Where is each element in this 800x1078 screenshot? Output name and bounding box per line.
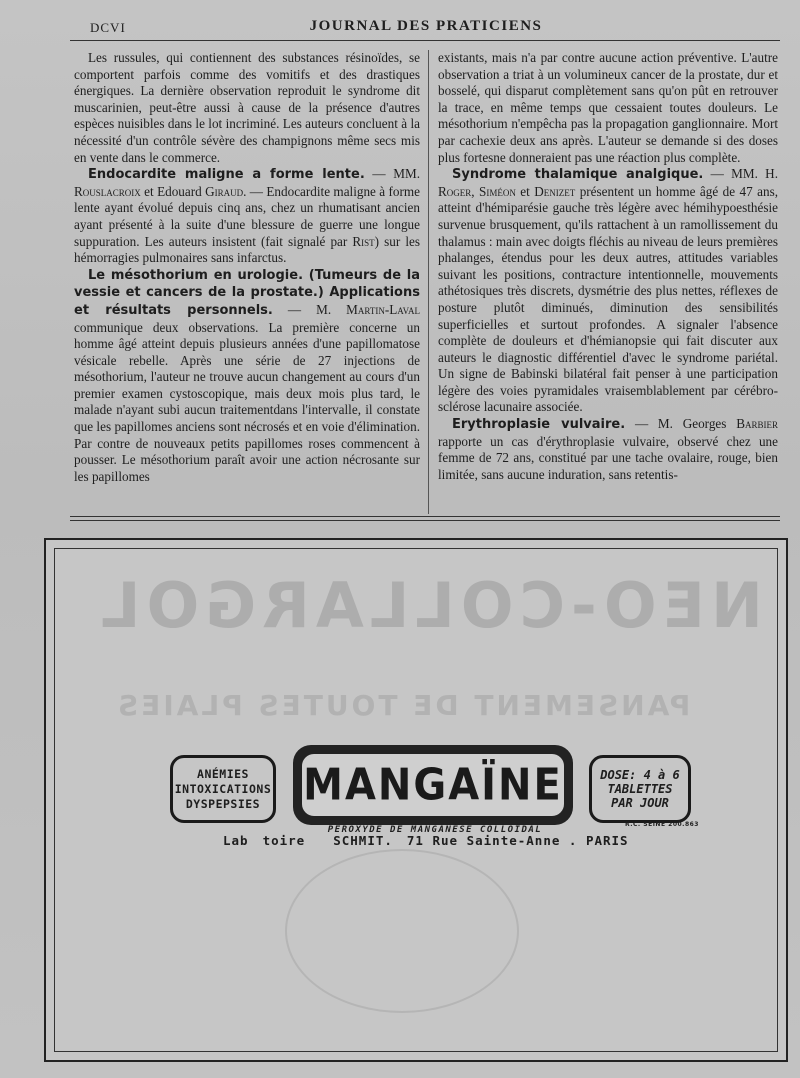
connector: et Edouard [140,183,206,199]
advertisement-frame [54,548,778,1052]
product-description: PEROXYDE DE MANGANÈSE COLLOÏDAL [327,825,543,835]
connector: et [515,183,535,199]
show-through-ghost: NEO-COLLARGOL [95,569,763,642]
badge-line: PAR JOUR [611,796,669,810]
left-column [74,50,420,485]
badge-line: TABLETTES [607,782,673,796]
article-text: présentent un homme âgé de 47 ans, atteint d'hémiparésie gauche très légère avec hémihypoesthésie survenue brusquement, qu'ils rattachent à un ramollissement du thalamus : main avec doigts fléchis au niveau de leurs premières phalanges, étendus pour les deux autres, attitudes variables suivant les positions, contracture intentionnelle, mouvements athétosiques très discrets, dysmétrie des plus nettes, réflexes de posture plutôt diminués, diminution des sensibilités superficielles et surtout profondes. A signaler l'absence complète de douleurs et d'hémianopsie qui fait discuter aux auteurs le diagnostic différentiel d'avec le syndrome pariétal. Un signe de Babinski bilatéral fait penser à une participation légère des voies pyramidales vraisemblablement par cérébro-sclérose lacunaire associée. [438,183,778,415]
dash: — M. Georges [625,416,737,432]
lab-word: Lab [223,833,249,848]
section-rule [70,516,780,521]
brand-name: MANGAÏNE [303,759,563,811]
author-name: Siméon [479,183,516,199]
page-header [72,18,780,40]
paragraph-continuation: existants, mais n'a par contre aucune action préventive. L'autre observation a triat à un volumineux cancer de la prostate, dur et bosselé, qui disparut complètement sans qu'on pût en retrouver la trace, en même temps que cessaient toutes douleurs. Le mésothorium n'empêcha pas la propagation ganglionnaire. Mort par cachexie deux ans après. L'auteur se demande si des doses plus fortesne donneraient pas une réaction plus complète. [438,50,778,165]
badge-line: INTOXICATIONS [174,781,272,796]
author-name: Rouslacroix [74,183,141,199]
article-title: Le mésothorium en urologie. (Tumeurs de la vessie et cancers de la prostate.) Applications et résultats personnels. [74,267,420,318]
lab-address: 71 Rue Sainte-Anne . PARIS [406,833,629,848]
article-text: ) sur les hémorragies pulmonaires sans infarctus. [74,233,420,266]
article-erythroplasie [438,416,778,483]
lab-name: SCHMIT. [333,833,393,848]
column-divider [428,50,429,514]
article-text: communique deux observations. La première concerne un homme âgé atteint depuis plusieurs années d'une papillomatose vésicale rebelle. Après une série de 27 injections de mésothorium, l'auteur ne trouve aucun changement au cours d'un premier examen cystoscopique, mais deux mois plus tard, le malade n'ayant subi aucun traitementdans l'intervalle, il constate que les papillomes anciens sont nécrosés et en voie d'élimination. Par contre de nouveaux petits papillomes roses commencent à pousser. Le mésothorium paraît avoir une action nécrosante sur les papillomes [74,319,420,484]
show-through-ghost [285,849,519,1013]
dash: — MM. [364,166,420,182]
brand-plate [293,745,573,825]
advertisement [44,538,788,1062]
article-mesothorium [74,267,420,486]
article-endocardite [74,166,420,267]
paragraph-russules: Les russules, qui contiennent des substances résinoïdes, se comportent parfois comme des vomitifs et des drastiques énergiques. La dernière observation reproduit le syndrome dit muscarinien, peut-être aussi à cause de la présence d'autres espèces nuisibles dans le lot incriminé. Les auteurs concluent à la nécessité d'un contrôle sévère des champignons même secs mis en vente dans le commerce. [74,50,420,165]
badge-line: ANÉMIES [197,766,249,781]
badge-line: DOSE: 4 à 6 [600,768,680,782]
article-title: Endocardite maligne a forme lente. [88,167,365,183]
author-name: Denizet [534,183,576,199]
show-through-ghost: PANSEMENT DE TOUTES PLAIES [115,689,691,722]
author-name: Roger [438,183,472,199]
right-column [438,50,778,483]
printer-mark: R.C. SEINE 200.863 [625,821,699,828]
dosage-badge [589,755,691,823]
brand-plate-inner [302,754,564,816]
author-name: Barbier [736,416,779,432]
author-name: Martin-Laval [346,301,420,317]
header-rule [70,40,780,41]
lab-word: toire [262,833,306,848]
running-title: JOURNAL DES PRATICIENS [309,18,543,34]
author-name: Giraud [205,183,244,199]
cited-author: Rist [352,233,375,249]
separator: , [471,183,480,199]
laboratory-address [223,833,683,848]
badge-line: DYSPEPSIES [185,796,261,811]
dash: — M. [272,301,347,317]
page-number: DCVI [90,20,126,35]
article-syndrome-thalamique [438,166,778,416]
dash: — MM. H. [703,166,778,182]
article-title: Erythroplasie vulvaire. [452,417,626,433]
article-title: Syndrome thalamique analgique. [452,167,704,183]
article-text: . — Endocardite maligne à forme lente ayant évolué depuis cinq ans, chez un rhumatisant ancien ayant présenté à la suite d'une blessure de guerre une longue suppuration. Les auteurs insistent (fait signalé par [74,183,420,249]
indications-badge [170,755,276,823]
article-text: rapporte un cas d'érythroplasie vulvaire, observé chez une femme de 72 ans, constitué par une tache ovalaire, rouge, bien limitée, sans aucune induration, sans retentis- [438,433,778,482]
